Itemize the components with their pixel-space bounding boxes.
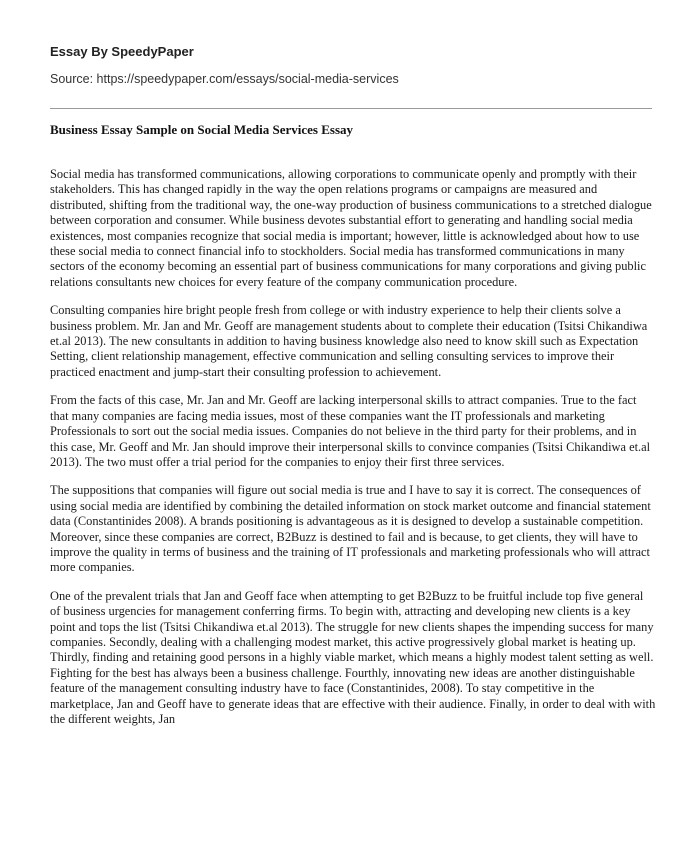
header-divider: [50, 108, 652, 109]
document-header-title: Essay By SpeedyPaper: [50, 44, 194, 59]
essay-paragraph: From the facts of this case, Mr. Jan and Mr. Geoff are lacking interpersonal skills to attract companies. True to the fact that many companies are facing media issues, most of these companies want the IT professionals and marketing Professionals to sort out the social media issues. Companies do not believe in the third party for their problems, and in this case, Mr. Geoff and Mr. Jan should improve their interpersonal skills to convince companies (Tsitsi Chikandiwa et.al 2013). The two must offer a trial period for the companies to enjoy their first three services.: [50, 393, 651, 469]
essay-paragraph: Consulting companies hire bright people fresh from college or with industry experience to help their clients solve a business problem. Mr. Jan and Mr. Geoff are management students about to complete their education (Tsitsi Chikandiwa et.al 2013). The new consultants in addition to having business knowledge also need to know skill such as Expectation Setting, client relationship management, effective communication and selling consulting services to improve their practiced enactment and jump-start their consulting profession to achievement.: [50, 303, 648, 379]
essay-title: Business Essay Sample on Social Media Services Essay: [50, 122, 354, 137]
essay-paragraph: The suppositions that companies will figure out social media is true and I have to say it is correct. The consequences of using social media are identified by combining the detailed information on stock market outcome and financial statement data (Constantinides 2008). A brands positioning is advantageous as it is designed to develop a sustainable competition. Moreover, since these companies are correct, B2Buzz is destined to fail and is because, to get clients, they will have to improve the quality in terms of business and the training of IT professionals and marketing professionals who will attract more companies.: [50, 483, 651, 575]
essay-paragraph: One of the prevalent trials that Jan and Geoff face when attempting to get B2Buzz to be fruitful include top five general of business urgencies for management conferring firms. To begin with, attracting and developing new clients is a key point and tops the list (Tsitsi Chikandiwa et.al 2013). The struggle for new clients shapes the impending success for many companies. Secondly, dealing with a challenging modest market, this active progressively global market is heating up. Thirdly, finding and retaining good persons in a highly viable market, which means a highly modest talent setting as well. Fighting for the best has always been a business challenge. Fourthly, innovating new ideas are another distinguishable feature of the management consulting industry have to face (Constantinides, 2008). To stay competitive in the marketplace, Jan and Geoff have to generate ideas that are effective with their audience. Finally, in order to deal with with the different weights, Jan: [50, 588, 656, 726]
essay-paragraph: Social media has transformed communications, allowing corporations to communicate openly and promptly with their stakeholders. This has changed rapidly in the way the open relations programs or campaigns are measured and distributed, shifting from the traditional way, the one-way production of business communications to a stretched dialogue between corporation and consumer. While business devotes substantial effort to generating and handling social media existences, most companies recognize that social media is important; however, little is acknowledged about how to use these social media to connect financial info to stockholders. Social media has transformed communications in many sectors of the economy becoming an essential part of business communications for many corporations and giving public relations consultants new choices for every feature of the company communication procedure.: [50, 167, 652, 289]
essay-body: [50, 167, 656, 740]
document-source-line: Source: https://speedypaper.com/essays/social-media-services: [50, 72, 399, 86]
